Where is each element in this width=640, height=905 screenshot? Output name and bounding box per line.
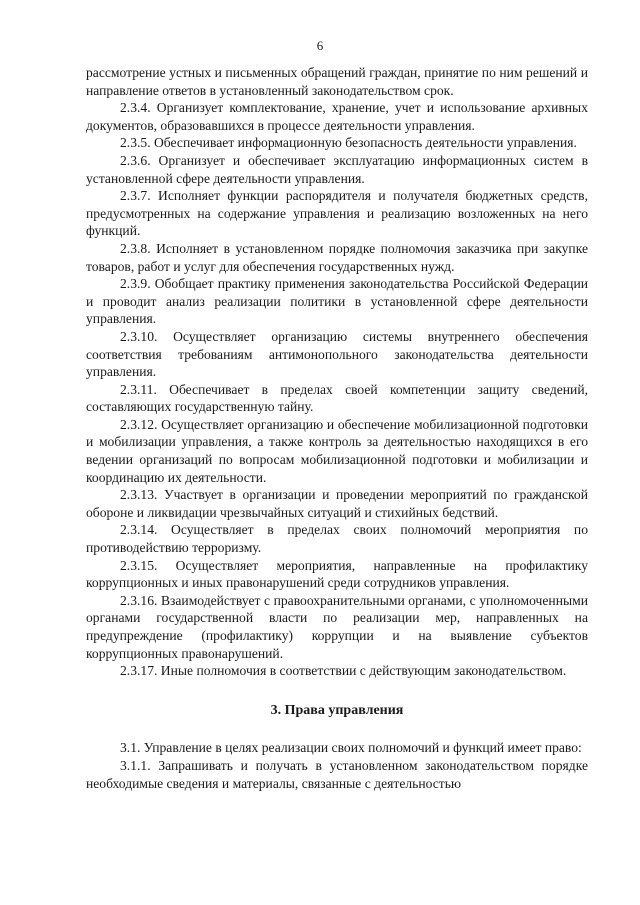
paragraph-2-3-5: 2.3.5. Обеспечивает информационную безопасность деятельности управления. (120, 135, 577, 151)
paragraph-2-3-17: 2.3.17. Иные полномочия в соответствии с действующим законодательством. (120, 663, 567, 679)
paragraph-2-3-14: 2.3.14. Осуществляет в пределах своих полномочий мероприятия по противодействию терроризму. (86, 522, 588, 556)
paragraph-2-3-11: 2.3.11. Обеспечивает в пределах своей компетенции защиту сведений, составляющих государственную тайну. (86, 381, 588, 415)
page-number: 6 (316, 38, 324, 53)
paragraph-2-3-6: 2.3.6. Организует и обеспечивает эксплуатацию информационных систем в установленной сфере деятельности управления. (86, 152, 588, 186)
document-body (86, 64, 588, 792)
paragraph-2-3-4: 2.3.4. Организует комплектование, хранение, учет и использование архивных документов, образовавшихся в процессе деятельности управления. (86, 100, 588, 133)
paragraph-continuation: рассмотрение устных и письменных обращений граждан, принятие по ним решений и направление ответов в установленный законодательством срок. (86, 65, 588, 98)
paragraph-2-3-9: 2.3.9. Обобщает практику применения законодательства Российской Федерации и проводит анализ реализации политики в установленной сфере деятельности управления. (86, 276, 588, 327)
paragraph-2-3-15: 2.3.15. Осуществляет мероприятия, направленные на профилактику коррупционных и иных правонарушений среди сотрудников управления. (86, 557, 588, 591)
paragraph-2-3-12: 2.3.12. Осуществляет организацию и обеспечение мобилизационной подготовки и мобилизации управления, а также контроль за деятельностью находящихся в его ведении организаций по вопросам мобилизационной подготовки и мобилизации и координацию их деятельности. (86, 416, 588, 485)
paragraph-2-3-8: 2.3.8. Исполняет в установленном порядке полномочия заказчика при закупке товаров, работ и услуг для обеспечения государственных нужд. (86, 240, 588, 274)
paragraph-3-1: 3.1. Управление в целях реализации своих полномочий и функций имеет право: (120, 740, 582, 756)
section-title: 3. Права управления (270, 702, 404, 718)
paragraph-2-3-10: 2.3.10. Осуществляет организацию системы внутреннего обеспечения соответствия требованиям антимонопольного законодательства деятельности управления. (86, 328, 588, 380)
paragraph-2-3-7: 2.3.7. Исполняет функции распорядителя и получателя бюджетных средств, предусмотренных на содержание управления и реализацию возложенных на него функций. (86, 188, 588, 239)
paragraph-2-3-16: 2.3.16. Взаимодействует с правоохранительными органами, с уполномоченными органами государственной власти по реализации мер, направленных на предупреждение (профилактику) коррупции и на выявление субъектов коррупционных правонарушений. (86, 592, 588, 661)
paragraph-2-3-13: 2.3.13. Участвует в организации и проведении мероприятий по гражданской обороне и ликвидации чрезвычайных ситуаций и стихийных бедствий. (86, 487, 588, 520)
paragraph-3-1-1: 3.1.1. Запрашивать и получать в установленном законодательством порядке необходимые сведения и материалы, связанные с деятельностью (86, 757, 588, 791)
